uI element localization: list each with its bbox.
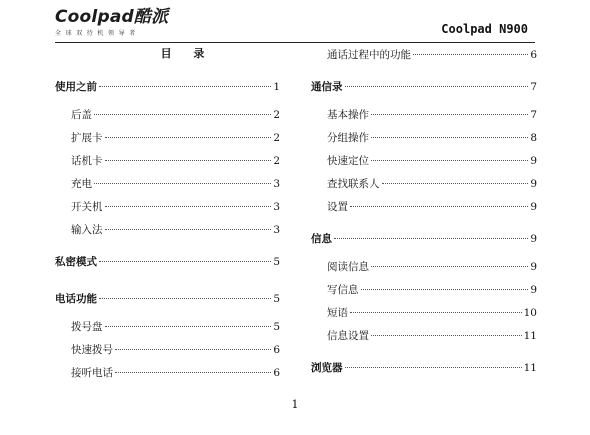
dot-leader: [99, 298, 271, 299]
toc-spacer: [55, 279, 280, 288]
dot-leader: [94, 183, 271, 184]
toc-entry-label: 开关机: [71, 201, 103, 213]
dot-leader: [99, 86, 271, 87]
toc-entry-label: 设置: [327, 201, 348, 213]
toc-entry-label: 接听电话: [71, 367, 113, 379]
toc-section-entry[interactable]: [55, 150, 280, 173]
toc-entry-label: 浏览器: [311, 362, 343, 374]
toc-spacer: [311, 380, 537, 385]
toc-chapter-entry[interactable]: [55, 251, 280, 274]
toc-entry-page: 3: [273, 201, 280, 213]
toc-section-entry[interactable]: [311, 104, 537, 127]
toc-section-entry[interactable]: [55, 339, 280, 362]
toc-entry-page: 11: [523, 330, 537, 342]
toc-spacer: [311, 348, 537, 357]
toc-section-entry[interactable]: [311, 196, 537, 219]
dot-leader: [371, 160, 528, 161]
toc-entry-label: 输入法: [71, 224, 103, 236]
dot-leader: [94, 114, 271, 115]
toc-section-entry[interactable]: [55, 219, 280, 242]
logo-wordmark: [55, 9, 175, 26]
toc-section-entry[interactable]: [55, 127, 280, 150]
toc-entry-page: 2: [273, 109, 280, 121]
toc-spacer: [311, 219, 537, 228]
toc-section-entry[interactable]: [311, 150, 537, 173]
toc-entry-label: 写信息: [327, 284, 359, 296]
toc-chapter-entry[interactable]: [55, 76, 280, 99]
toc-entry-label: 私密模式: [55, 256, 97, 268]
toc-entry-label: 使用之前: [55, 81, 97, 93]
dot-leader: [361, 289, 529, 290]
dot-leader: [371, 114, 528, 115]
toc-entry-page: 9: [530, 284, 537, 296]
toc-section-entry[interactable]: [55, 104, 280, 127]
toc-entry-label: 阅读信息: [327, 261, 369, 273]
dot-leader: [115, 372, 271, 373]
toc-entry-label: 拨号盘: [71, 321, 103, 333]
toc-section-entry[interactable]: [55, 362, 280, 385]
toc-entry-page: 3: [273, 224, 280, 236]
dot-leader: [105, 206, 272, 207]
dot-leader: [105, 229, 272, 230]
toc-entry-label: 分组操作: [327, 132, 369, 144]
toc-entry-label: 通话过程中的功能: [327, 49, 411, 61]
toc-entry-label: 话机卡: [71, 155, 103, 167]
toc-entry-page: 6: [273, 367, 280, 379]
model-name: Coolpad N900: [441, 22, 528, 36]
toc-section-entry[interactable]: [55, 173, 280, 196]
toc-entry-page: 9: [530, 233, 537, 245]
toc-entry-label: 信息设置: [327, 330, 369, 342]
header-divider: [55, 42, 535, 43]
toc-entry-page: 5: [273, 293, 280, 305]
toc-section-entry[interactable]: [311, 127, 537, 150]
dot-leader: [382, 183, 529, 184]
logo-tagline: 全球双待机领导者: [55, 30, 140, 37]
toc-section-entry[interactable]: [311, 279, 537, 302]
dot-leader: [99, 261, 271, 262]
brand-logo: [55, 9, 175, 41]
toc-entry-page: 3: [273, 178, 280, 190]
dot-leader: [345, 86, 529, 87]
toc-section-entry[interactable]: [311, 173, 537, 196]
dot-leader: [334, 238, 528, 239]
toc-entry-page: 1: [273, 81, 280, 93]
toc-entry-label: 快速拨号: [71, 344, 113, 356]
toc-section-entry[interactable]: [311, 302, 537, 325]
toc-left-list: [55, 76, 280, 385]
logo-text: Coolpad酷派: [55, 7, 169, 27]
toc-entry-label: 扩展卡: [71, 132, 103, 144]
toc-entry-page: 9: [530, 178, 537, 190]
dot-leader: [105, 160, 272, 161]
toc-right-list: [311, 44, 537, 385]
toc-entry-label: 基本操作: [327, 109, 369, 121]
toc-chapter-entry[interactable]: [311, 357, 537, 380]
toc-entry-label: 快速定位: [327, 155, 369, 167]
dot-leader: [371, 137, 528, 138]
toc-section-entry[interactable]: [311, 325, 537, 348]
dot-leader: [105, 326, 272, 327]
toc-entry-label: 通信录: [311, 81, 343, 93]
toc-entry-page: 10: [523, 307, 537, 319]
toc-entry-page: 8: [530, 132, 537, 144]
toc-entry-page: 6: [273, 344, 280, 356]
dot-leader: [115, 349, 271, 350]
dot-leader: [350, 206, 528, 207]
dot-leader: [371, 266, 528, 267]
toc-entry-page: 9: [530, 261, 537, 273]
toc-spacer: [55, 242, 280, 251]
toc-entry-label: 充电: [71, 178, 92, 190]
page-number: 1: [291, 398, 299, 411]
toc-entry-page: 6: [530, 49, 537, 61]
dot-leader: [371, 335, 522, 336]
toc-entry-label: 后盖: [71, 109, 92, 121]
toc-right-column: [311, 44, 537, 385]
toc-section-entry[interactable]: [311, 256, 537, 279]
toc-title: 目 录: [160, 47, 205, 60]
toc-chapter-entry[interactable]: [55, 288, 280, 311]
toc-left-column: [55, 44, 280, 385]
toc-section-entry[interactable]: [55, 316, 280, 339]
dot-leader: [350, 312, 522, 313]
toc-entry-page: 9: [530, 201, 537, 213]
toc-section-entry[interactable]: [55, 196, 280, 219]
toc-entry-label: 查找联系人: [327, 178, 380, 190]
toc-entry-page: 11: [523, 362, 537, 374]
toc-entry-page: 5: [273, 256, 280, 268]
toc-spacer: [311, 67, 537, 76]
toc-entry-page: 7: [530, 109, 537, 121]
toc-entry-page: 9: [530, 155, 537, 167]
toc-chapter-entry[interactable]: [311, 228, 537, 251]
toc-entry-page: 5: [273, 321, 280, 333]
toc-entry-page: 2: [273, 132, 280, 144]
toc-entry-page: 7: [530, 81, 537, 93]
toc-entry-page: 2: [273, 155, 280, 167]
toc-chapter-entry[interactable]: [311, 76, 537, 99]
dot-leader: [413, 54, 528, 55]
dot-leader: [345, 367, 522, 368]
toc-entry-label: 信息: [311, 233, 332, 245]
dot-leader: [105, 137, 272, 138]
toc-entry-label: 电话功能: [55, 293, 97, 305]
toc-entry-label: 短语: [327, 307, 348, 319]
toc-section-entry[interactable]: [311, 44, 537, 67]
